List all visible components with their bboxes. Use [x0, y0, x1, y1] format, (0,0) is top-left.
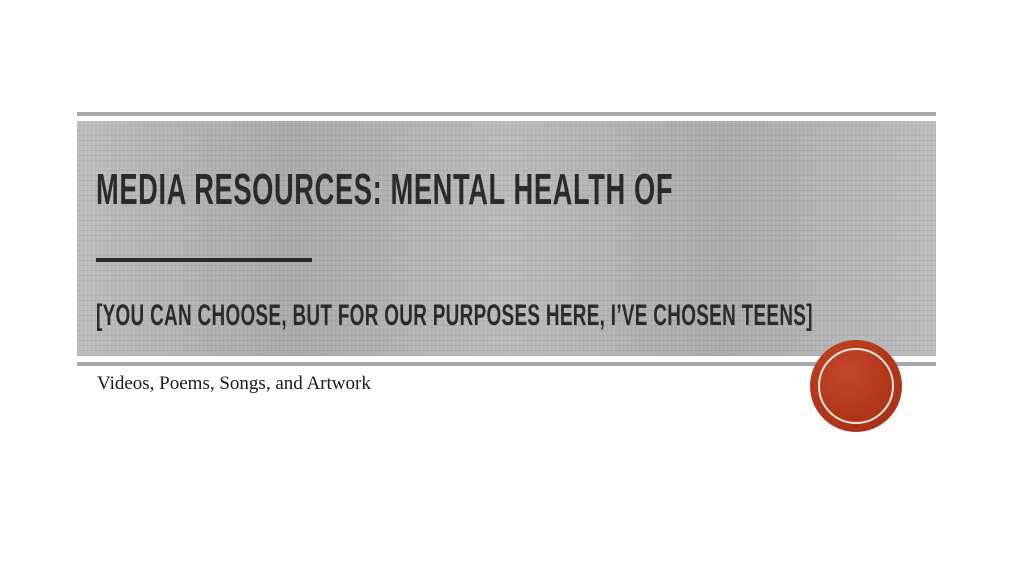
title-line-1: MEDIA RESOURCES: MENTAL HEALTH OF [96, 165, 674, 214]
title-line-2: [YOU CAN CHOOSE, BUT FOR OUR PURPOSES HERE, I’VE CHOSEN TEENS] [96, 299, 813, 332]
bottom-rule [77, 362, 936, 366]
decorative-circle-badge [810, 340, 902, 432]
subtitle[interactable]: Videos, Poems, Songs, and Artwork [97, 373, 371, 394]
top-rule [77, 112, 936, 116]
title-band[interactable] [77, 121, 936, 356]
badge-ring [818, 348, 894, 424]
title-blank-underline [96, 258, 312, 262]
